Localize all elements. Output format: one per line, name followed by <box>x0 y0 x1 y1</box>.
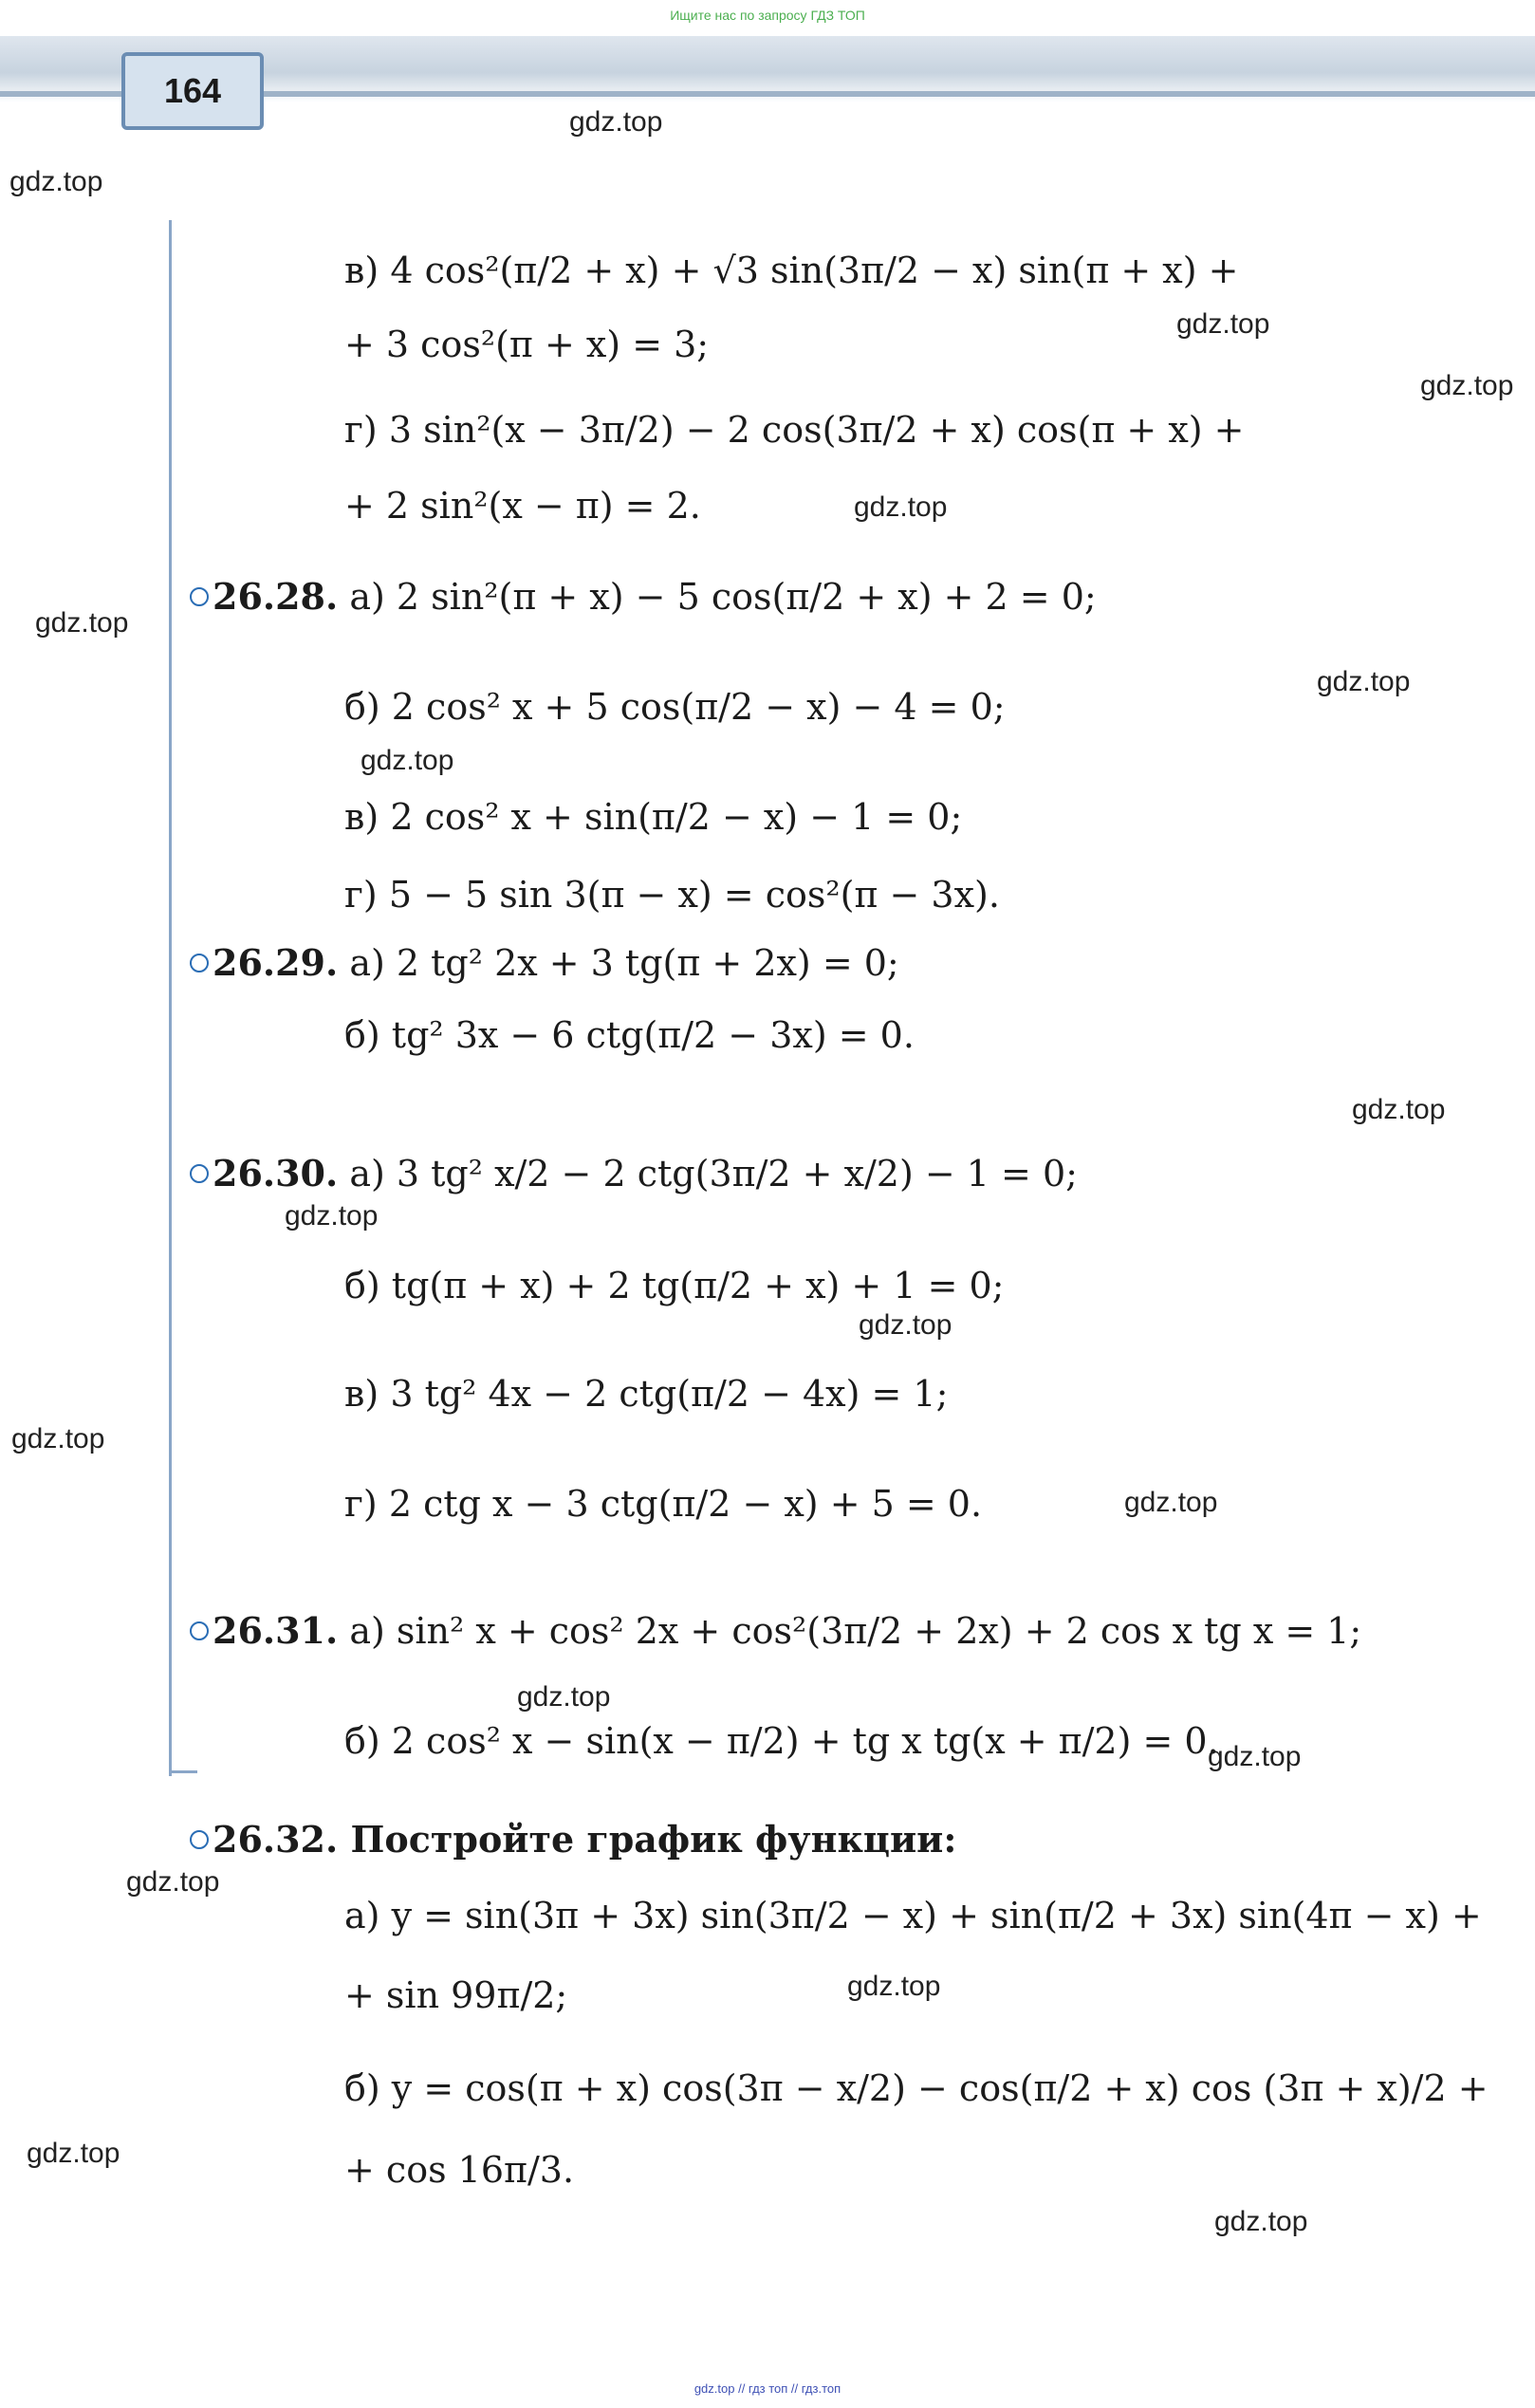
watermark: gdz.top <box>1214 2206 1308 2237</box>
equation-line <box>344 1265 1005 1306</box>
equation-text: + 2 sin²(x − π) = 2. <box>344 485 701 527</box>
equation-text: 2 cos² x + 5 cos(π/2 − x) − 4 = 0; <box>391 686 1006 728</box>
equation-text: y = cos(π + x) cos(3π − x/2) − cos(π/2 + x) cos (3π + x)/2 + <box>391 2067 1489 2109</box>
margin-hook <box>169 1770 197 1773</box>
exercise-number: 26.31. <box>213 1609 339 1652</box>
equation-text: 3 tg² 4x − 2 ctg(π/2 − 4x) = 1; <box>390 1373 949 1415</box>
equation-text: + 3 cos²(π + x) = 3; <box>344 324 710 365</box>
item-label: г) <box>344 1483 378 1525</box>
page-number: 164 <box>121 52 264 130</box>
equation-text: 3 tg² x/2 − 2 ctg(3π/2 + x/2) − 1 = 0; <box>396 1153 1078 1195</box>
item-label: б) <box>344 1014 380 1056</box>
equation-line <box>344 485 701 527</box>
margin-line <box>169 220 172 1776</box>
equation-text: 4 cos²(π/2 + x) + √3 sin(3π/2 − x) sin(π + x) + <box>390 250 1239 291</box>
task-heading: Постройте график функции: <box>350 1818 957 1861</box>
bottom-note: gdz.top // гдз топ // гдз.топ <box>694 2381 841 2396</box>
watermark: gdz.top <box>11 1423 105 1454</box>
top-note: Ищите нас по запросу ГДЗ ТОП <box>670 8 865 23</box>
item-label: а) <box>349 1153 385 1195</box>
equation-line <box>344 2067 1489 2109</box>
item-label: б) <box>344 2067 380 2109</box>
watermark: gdz.top <box>1208 1741 1302 1772</box>
equation-text: 2 ctg x − 3 ctg(π/2 − x) + 5 = 0. <box>388 1483 983 1525</box>
watermark: gdz.top <box>1420 370 1514 401</box>
equation-text: + sin 99π/2; <box>344 1974 568 2016</box>
equation-line <box>344 409 1245 451</box>
equation-line <box>344 686 1006 728</box>
circle-icon <box>190 1621 209 1640</box>
watermark: gdz.top <box>569 106 663 138</box>
equation-line <box>344 2149 575 2191</box>
equation-line <box>344 874 1000 916</box>
watermark: gdz.top <box>126 1866 220 1898</box>
equation-line <box>344 1720 1219 1762</box>
equation-text: + cos 16π/3. <box>344 2149 575 2191</box>
item-label: в) <box>344 1373 379 1415</box>
equation-line <box>344 1974 568 2016</box>
item-label: а) <box>349 942 385 984</box>
circle-icon <box>190 1830 209 1849</box>
equation-text: tg(π + x) + 2 tg(π/2 + x) + 1 = 0; <box>391 1265 1005 1306</box>
equation-text: 5 − 5 sin 3(π − x) = cos²(π − 3x). <box>388 874 1000 916</box>
exercise-26-31 <box>190 1609 1362 1652</box>
equation-line <box>344 1895 1482 1936</box>
watermark: gdz.top <box>1317 666 1411 697</box>
watermark: gdz.top <box>1352 1094 1446 1125</box>
item-label: г) <box>344 409 378 451</box>
watermark: gdz.top <box>1124 1487 1218 1518</box>
equation-text: 2 tg² 2x + 3 tg(π + 2x) = 0; <box>396 942 899 984</box>
watermark: gdz.top <box>1176 308 1270 340</box>
exercise-26-28 <box>190 575 1097 618</box>
watermark: gdz.top <box>361 745 454 776</box>
item-label: б) <box>344 686 380 728</box>
equation-line <box>344 796 963 838</box>
circle-icon <box>190 954 209 972</box>
equation-line <box>344 250 1239 291</box>
equation-line <box>344 1373 949 1415</box>
equation-line <box>344 1014 915 1056</box>
item-label: б) <box>344 1265 380 1306</box>
exercise-26-32 <box>190 1818 957 1861</box>
watermark: gdz.top <box>9 166 103 197</box>
equation-text: sin² x + cos² 2x + cos²(3π/2 + 2x) + 2 cos x tg x = 1; <box>396 1610 1362 1652</box>
equation-text: 2 cos² x + sin(π/2 − x) − 1 = 0; <box>390 796 963 838</box>
exercise-number: 26.28. <box>213 575 339 618</box>
exercise-26-30 <box>190 1152 1078 1195</box>
equation-text: 2 cos² x − sin(x − π/2) + tg x tg(x + π/2) = 0. <box>391 1720 1219 1762</box>
watermark: gdz.top <box>854 491 948 523</box>
circle-icon <box>190 1164 209 1183</box>
exercise-26-29 <box>190 941 899 984</box>
equation-text: 2 sin²(π + x) − 5 cos(π/2 + x) + 2 = 0; <box>396 576 1097 618</box>
watermark: gdz.top <box>847 1971 941 2002</box>
equation-text: tg² 3x − 6 ctg(π/2 − 3x) = 0. <box>391 1014 915 1056</box>
watermark: gdz.top <box>517 1681 611 1713</box>
item-label: а) <box>344 1895 380 1936</box>
item-label: в) <box>344 250 379 291</box>
item-label: а) <box>349 1610 385 1652</box>
circle-icon <box>190 587 209 606</box>
item-label: г) <box>344 874 378 916</box>
exercise-number: 26.32. <box>213 1818 339 1861</box>
equation-line <box>344 1483 983 1525</box>
equation-text: 3 sin²(x − 3π/2) − 2 cos(3π/2 + x) cos(π + x) + <box>388 409 1245 451</box>
item-label: б) <box>344 1720 380 1762</box>
watermark: gdz.top <box>285 1200 379 1232</box>
exercise-number: 26.30. <box>213 1152 339 1195</box>
watermark: gdz.top <box>35 607 129 639</box>
exercise-number: 26.29. <box>213 941 339 984</box>
watermark: gdz.top <box>859 1309 952 1341</box>
item-label: а) <box>349 576 385 618</box>
watermark: gdz.top <box>27 2138 120 2169</box>
item-label: в) <box>344 796 379 838</box>
equation-line <box>344 324 710 365</box>
equation-text: y = sin(3π + 3x) sin(3π/2 − x) + sin(π/2 + 3x) sin(4π − x) + <box>391 1895 1482 1936</box>
